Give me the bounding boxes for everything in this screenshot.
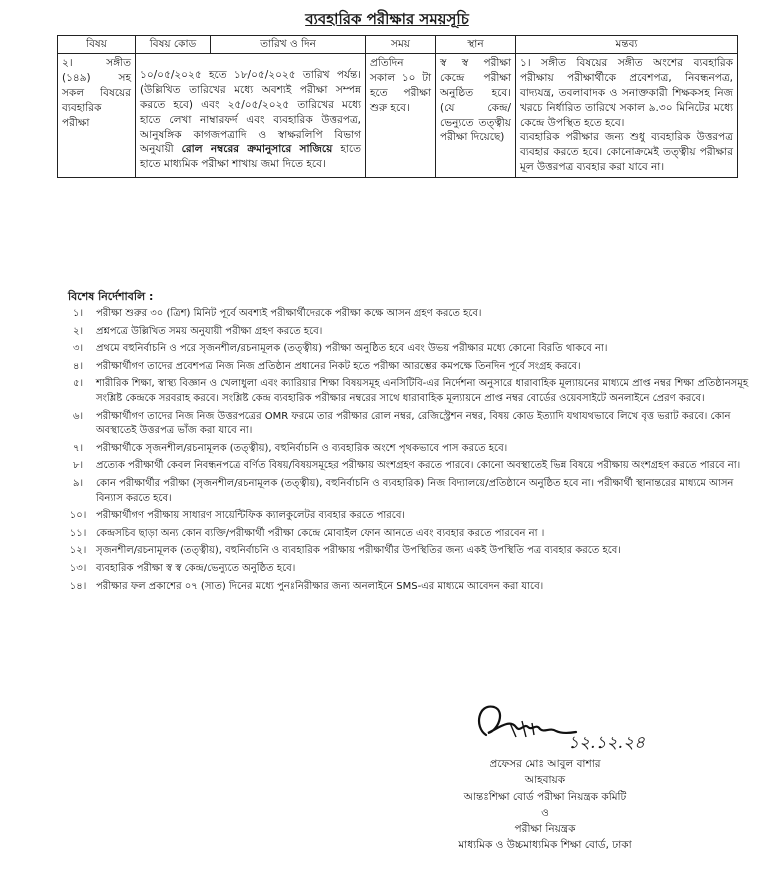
item-number: ১২। [69, 545, 87, 557]
date-tail-text: হাতে হাতে মাধ্যমিক পরীক্ষা শাখায় জমা দিতে হবে। [140, 143, 361, 171]
item-number: ৯। [72, 477, 84, 489]
table-header-row [58, 36, 738, 54]
remark-1: ১। সঙ্গীত বিষয়ের সঙ্গীত অংশের ব্যবহারিক পরীক্ষায় পরীক্ষার্থীকে প্রবেশপত্র, নিবন্ধনপত্র, বাদ্যযন্ত্র, তবলাবাদক ও সনাক্তকারী শিক্ষকসহ নিজ খরচে নির্ধারিত তারিখে সকাল ৯.৩০ মিনিটের মধ্যে কেন্দ্রে উপস্থিত হতে হবে। [520, 56, 733, 129]
cell-remarks [516, 53, 738, 177]
item-text: পরীক্ষার ফল প্রকাশের ০৭ (সাত) দিনের মধ্যে পুনঃনিরীক্ষার জন্য অনলাইনে SMS-এর মাধ্যমে আবেদন করা যাবে। [96, 580, 544, 592]
page-title: ব্যবহারিক পরীক্ষার সময়সূচি [305, 10, 469, 28]
date-bold-text: রোল নম্বরের ক্রমানুসারে সাজিয়ে [181, 143, 333, 156]
item-number: ৬। [72, 410, 84, 422]
signature-mark [470, 697, 580, 745]
signature-block [390, 756, 700, 854]
list-item [60, 442, 750, 457]
item-text: শারীরিক শিক্ষা, স্বাস্থ্য বিজ্ঞান ও খেলাধুলা এবং ক্যারিয়ার শিক্ষা বিষয়সমূহ এনসিটিবি-এর নির্দেশনা অনুসারে ধারাবাহিক মূল্যায়নের মাধ্যমে প্রাপ্ত নম্বর শিক্ষা প্রতিষ্ঠানসমূহ সংশ্লিষ্ট কেন্দ্রকে সরবরাহ করবে। সংশ্লিষ্ট কেন্দ্র ব্যবহারিক পরীক্ষার নম্বরের সাথে ধারাবাহিক মূল্যায়নে প্রাপ্ত নম্বর বোর্ডের ওয়েবসাইটে অনলাইনে প্রেরণ করবে। [96, 378, 749, 404]
signatory-name: প্রফেসর মোঃ আবুল বাশার [489, 758, 601, 770]
item-text: পরীক্ষার্থীকে সৃজনশীল/রচনামূলক (তত্ত্বীয়), বহুনির্বাচনি ও ব্যবহারিক অংশে পৃথকভাবে পাস করতে হবে। [96, 442, 508, 454]
list-item [60, 477, 750, 506]
schedule-table [57, 35, 738, 178]
header-date: তারিখ ও দিন [211, 36, 366, 54]
list-item [60, 527, 750, 542]
list-item [60, 307, 750, 322]
list-item [60, 544, 750, 559]
cell-place: স্ব স্ব পরীক্ষা কেন্দ্রে পরীক্ষা অনুষ্ঠিত হবে। (যে কেন্দ্র/ ভেন্যুতে তত্ত্বীয় পরীক্ষা দিয়েছে) [436, 53, 516, 177]
instructions-title: বিশেষ নির্দেশাবলি : [68, 290, 154, 303]
item-text: ব্যবহারিক পরীক্ষা স্ব স্ব কেন্দ্র/ভেন্যুতে অনুষ্ঠিত হবে। [96, 562, 296, 574]
item-text: প্রশ্নপত্রে উল্লিখিত সময় অনুযায়ী পরীক্ষা গ্রহণ করতে হবে। [96, 325, 323, 337]
header-place: স্থান [436, 36, 516, 54]
cell-time: প্রতিদিন সকাল ১০ টা হতে পরীক্ষা শুরু হবে। [366, 53, 436, 177]
item-number: ১১। [69, 527, 87, 539]
conjunction: ও [541, 806, 549, 819]
item-text: পরীক্ষার্থীগণ পরীক্ষায় সাধারণ সায়েন্টিফিক ক্যালকুলেটর ব্যবহার করতে পারবে। [96, 510, 405, 522]
header-subject: বিষয় [58, 36, 136, 54]
signatory-role: আহবায়ক [524, 774, 566, 787]
list-item [60, 562, 750, 577]
date-text: ১০/০৫/২০২৫ হতে ১৮/০৫/২০২৫ তারিখ পর্যন্ত। (উল্লিখিত তারিখের মধ্যে অবশ্যই পরীক্ষা সম্পন্ন করতে হবে) এবং ২৫/০৫/২০২৫ তারিখের মধ্যে হাতে লেখা নাম্বারফর্দ এবং ব্যবহারিক উত্তরপত্র, আনুষঙ্গিক কাগজপত্রাদি ও স্বাক্ষরলিপি বিভাগ অনুযায়ী [140, 68, 361, 156]
list-item [60, 410, 750, 439]
list-item [60, 377, 750, 406]
list-item [60, 580, 750, 595]
header-subject-code: বিষয় কোড [136, 36, 211, 54]
item-text: পরীক্ষা শুরুর ৩০ (ত্রিশ) মিনিট পূর্বে অবশ্যই পরীক্ষার্থীদেরকে পরীক্ষা কক্ষে আসন গ্রহণ করতে হবে। [96, 308, 482, 319]
item-text: কেন্দ্রসচিব ছাড়া অন্য কোন ব্যক্তি/পরীক্ষার্থী পরীক্ষা কেন্দ্রে মোবাইল ফোন আনতে এবং ব্যবহার করতে পারবেন না । [96, 527, 545, 539]
list-item [60, 459, 750, 474]
table-row [58, 53, 738, 177]
item-text: সৃজনশীল/রচনামূলক (তত্ত্বীয়), বহুনির্বাচনি ও ব্যবহারিক পরীক্ষায় পরীক্ষার্থীর উপস্থিতির জন্য একই উপস্থিতি পত্র ব্যবহার করতে হবে। [96, 545, 621, 557]
board-name: মাধ্যমিক ও উচ্চমাধ্যমিক শিক্ষা বোর্ড, ঢাকা [458, 839, 632, 852]
signature-date: ১২.১২.২৪ [568, 733, 646, 753]
item-number: ১৩। [69, 562, 87, 574]
item-number: ১৪। [69, 580, 87, 592]
item-text: পরীক্ষার্থীগণ তাদের প্রবেশপত্র নিজ নিজ প্রতিষ্ঠান প্রধানের নিকট হতে পরীক্ষা আরম্ভের কমপক্ষে তিনদিন পূর্বে সংগ্রহ করবে। [96, 360, 581, 372]
item-number: ৪। [72, 360, 84, 372]
remark-2: ব্যবহারিক পরীক্ষার জন্য শুধু ব্যবহারিক উত্তরপত্র ব্যবহার করতে হবে। কোনোক্রমেই তত্ত্বীয় পরীক্ষার মূল উত্তরপত্র ব্যবহার করা যাবে না। [520, 131, 733, 174]
item-number: ১০। [69, 510, 87, 522]
item-number: ২। [72, 325, 84, 337]
list-item [60, 325, 750, 340]
item-number: ৩। [72, 343, 84, 355]
instructions-list [60, 307, 750, 597]
item-text: প্রত্যেক পরীক্ষার্থী কেবল নিবন্ধনপত্রে বর্ণিত বিষয়/বিষয়সমূহের পরীক্ষায় অংশগ্রহণ করতে পারবে। কোনো অবস্থাতেই ভিন্ন বিষয়ে পরীক্ষায় অংশগ্রহণ করতে পারবে না। [96, 460, 741, 472]
item-text: প্রথমে বহুনির্বাচনি ও পরে সৃজনশীল/রচনামূলক (তত্ত্বীয়) পরীক্ষা অনুষ্ঠিত হবে এবং উভয় পরীক্ষার মধ্যে কোনো বিরতি থাকবে না। [96, 343, 608, 355]
list-item [60, 342, 750, 357]
list-item [60, 360, 750, 375]
item-number: ১। [72, 308, 84, 319]
committee-name: আন্তঃশিক্ষা বোর্ড পরীক্ষা নিয়ন্ত্রক কমিটি [463, 790, 627, 803]
cell-subject: ২। সঙ্গীত (১৪৯) সহ সকল বিষয়ের ব্যবহারিক পরীক্ষা [58, 53, 136, 177]
header-remarks: মন্তব্য [516, 36, 738, 54]
list-item [60, 509, 750, 524]
item-number: ৫। [72, 378, 84, 390]
header-time: সময় [366, 36, 436, 54]
item-text: কোন পরীক্ষার্থীর পরীক্ষা (সৃজনশীল/রচনামূলক (তত্ত্বীয়), বহুনির্বাচনি ও ব্যবহারিক) নিজ বিদ্যালয়ে/প্রতিষ্ঠানে অনুষ্ঠিত হবে না। পরীক্ষার্থী স্থানান্তরের মাধ্যমে আসন বিন্যাস করতে হবে। [96, 477, 734, 504]
item-text: পরীক্ষার্থীগণ তাদের নিজ নিজ উত্তরপত্রের OMR ফরমে তার পরীক্ষার রোল নম্বর, রেজিস্ট্রেশন নম্বর, বিষয় কোড ইত্যাদি যথাযথভাবে লিখে বৃত্ত ভরাট করবে। কোন অবস্থাতেই উত্তরপত্র ভাঁজ করা যাবে না। [96, 410, 731, 437]
cell-date [136, 53, 366, 177]
item-number: ৭। [72, 442, 84, 454]
item-number: ৮। [72, 460, 84, 472]
controller-title: পরীক্ষা নিয়ন্ত্রক [514, 823, 576, 836]
